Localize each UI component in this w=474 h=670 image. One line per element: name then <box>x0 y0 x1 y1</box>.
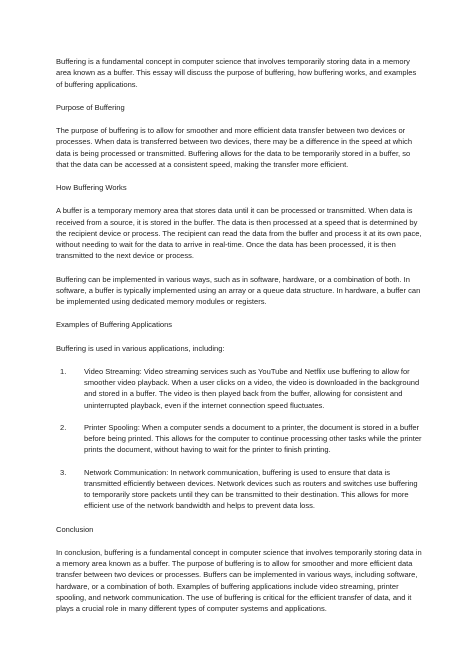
conclusion-heading: Conclusion <box>56 524 94 534</box>
list-item-text: Network Communication: In network communication, buffering is used to ensure that data is transmitted efficiently between devices. Network devices such as routers and switches use buffering to temporarily store packets until they can be transmitted to their destination. This allows for more efficient use of the network bandwidth and helps to prevent data loss. <box>84 467 418 511</box>
purpose-paragraph: The purpose of buffering is to allow for smoother and more efficient data transfer between two devices or processes. When data is transferred between two devices, there may be a difference in the speed at which data is being processed or transmitted. Buffering allows for the data to be temporarily stored in a buffer, so that the data can be accessed at a consistent speed, making the transfer more efficient. <box>56 126 413 169</box>
list-item-text: Printer Spooling: When a computer sends a document to a printer, the document is stored in a buffer before being printed. This allows for the computer to continue processing other tasks while the printer prints the document, without having to wait for the printer to finish printing. <box>84 422 422 455</box>
document-page <box>56 56 422 626</box>
how-paragraph-2: Buffering can be implemented in various ways, such as in software, hardware, or a combination of both. In software, a buffer is typically implemented using an array or a queue data structure. In hardware, a buffer can be implemented using dedicated memory modules or registers. <box>56 274 421 306</box>
intro-paragraph: Buffering is a fundamental concept in computer science that involves temporarily storing data in a memory area known as a buffer. This essay will discuss the purpose of buffering, how buffering works, and examples of buffering applications. <box>56 57 417 89</box>
examples-list <box>56 366 422 512</box>
examples-heading: Examples of Buffering Applications <box>56 320 173 330</box>
list-item <box>56 467 422 512</box>
list-item-number: 1. <box>60 366 67 376</box>
how-paragraph-1: A buffer is a temporary memory area that stores data until it can be processed or transmitted. When data is received from a source, it is stored in the buffer. The data is then processed at a speed that is determined by the recipient device or process. The recipient can read the data from the buffer and process it at its own pace, without needing to wait for the data to arrive in real-time. Once the data has been processed, it is then transmitted to the next device or process. <box>56 206 422 261</box>
purpose-heading: Purpose of Buffering <box>56 102 125 112</box>
list-item <box>56 366 422 411</box>
list-item-number: 3. <box>60 467 67 477</box>
examples-intro: Buffering is used in various applications, including: <box>56 343 225 353</box>
conclusion-paragraph: In conclusion, buffering is a fundamental concept in computer science that involves temporarily storing data in a memory area known as a buffer. The purpose of buffering is to allow for smoother and more efficient data transfer between two devices or processes. Buffers can be implemented in various ways, including software, hardware, or a combination of both. Examples of buffering applications include video streaming, printer spooling, and network communication. The use of buffering is critical for the efficient transfer of data, and it plays a crucial role in many different types of computer systems and applications. <box>56 547 422 613</box>
list-item <box>56 422 422 456</box>
list-item-number: 2. <box>60 422 67 432</box>
how-heading: How Buffering Works <box>56 183 127 192</box>
list-item-text: Video Streaming: Video streaming services such as YouTube and Netflix use buffering to allow for smoother video playback. When a user clicks on a video, the video is downloaded in the background and stored in a buffer. The video is then played back from the buffer, allowing for consistent and uninterrupted playback, even if the internet connection speed fluctuates. <box>84 366 420 410</box>
